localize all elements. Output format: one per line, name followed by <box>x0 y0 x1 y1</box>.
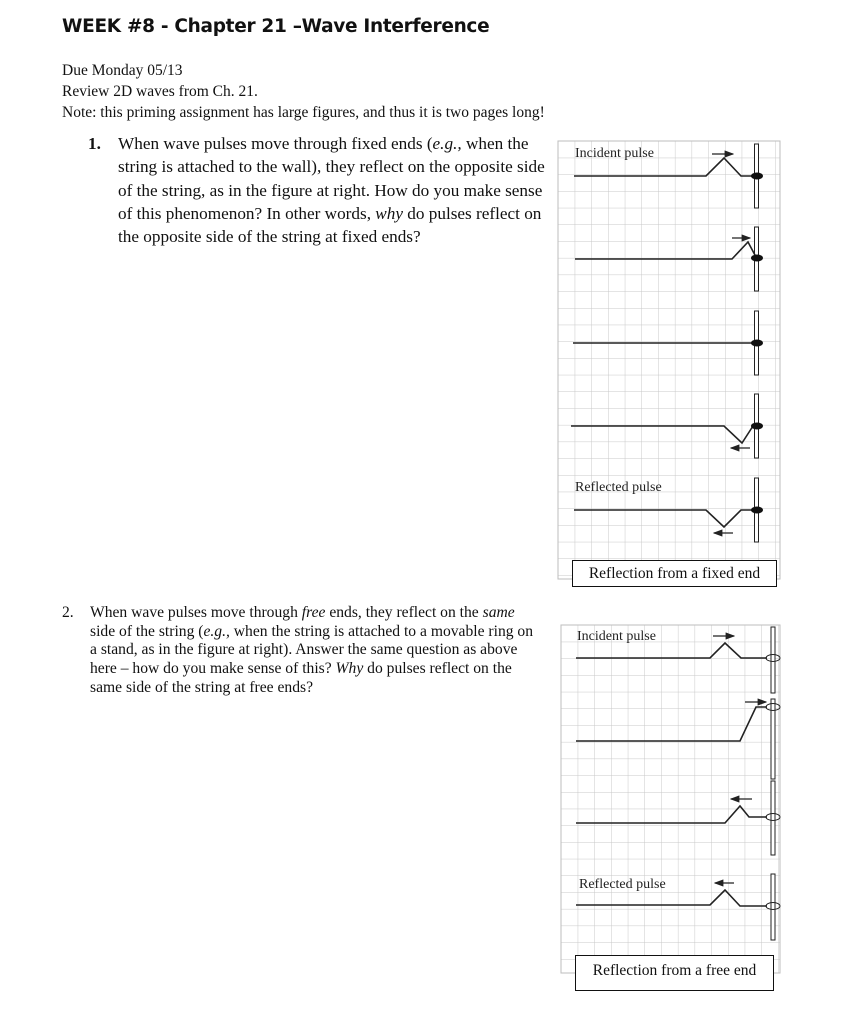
question-text: When wave pulses move through fixed ends (e.g., when the string is attached to the wall), they reflect on the opposite side of the string, as in the figure at right. How do you make sense of this phenomenon? In other words, why do pulses reflect on the opposite side of the string at fixed ends? <box>118 134 545 247</box>
reflected-label: Reflected pulse <box>579 877 666 892</box>
length-note: Note: this priming assignment has large figures, and thus it is two pages long! <box>62 104 545 121</box>
question-text: When wave pulses move through free ends, they reflect on the same side of the string (e.g., when the string is attached to a movable ring on a stand, as in the figure at right). Answer the same question as above here – how do you make sense of this? Why do pulses reflect on the same side of the string at free ends? <box>90 604 534 696</box>
review-note: Review 2D waves from Ch. 21. <box>62 83 258 100</box>
reflected-label: Reflected pulse <box>575 480 662 495</box>
due-date: Due Monday 05/13 <box>62 62 183 79</box>
incident-label: Incident pulse <box>575 146 654 161</box>
question-number: 2. <box>62 604 74 621</box>
free-end-caption: Reflection from a free end <box>575 955 774 991</box>
fixed-end-caption: Reflection from a fixed end <box>572 560 777 587</box>
page-title: WEEK #8 - Chapter 21 –Wave Interference <box>62 16 490 37</box>
incident-label: Incident pulse <box>577 629 656 644</box>
question-number: 1. <box>88 134 101 153</box>
